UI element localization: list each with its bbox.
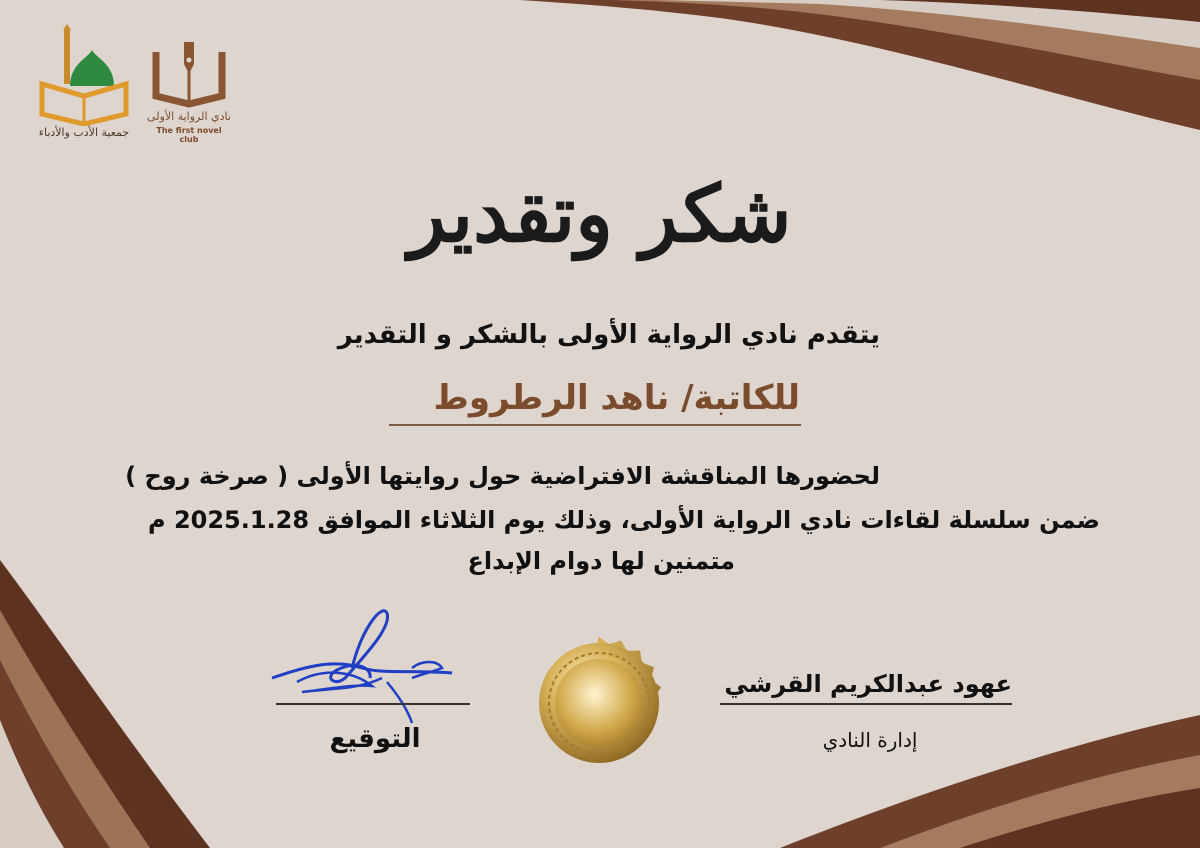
recipient-underline: [389, 424, 801, 426]
club-logo-name-en: The first novel club: [156, 126, 222, 144]
body-line-2: ضمن سلسلة لقاءات نادي الرواية الأولى، وذلك يوم الثلاثاء الموافق 2025.1.28 م: [148, 506, 1100, 534]
mosque-book-icon: [34, 24, 134, 126]
signer-role: إدارة النادي: [822, 728, 918, 752]
association-logo-name: جمعية الأدب والأدباء: [38, 126, 130, 139]
signature-label: التوقيع: [329, 724, 421, 754]
certificate-headline: شكر وتقدير: [408, 169, 792, 260]
presenter-line: يتقدم نادي الرواية الأولى بالشكر و التقدير: [337, 320, 880, 350]
association-logo: [34, 24, 134, 144]
signature-underline: [276, 703, 470, 705]
gold-seal-icon: [516, 620, 682, 786]
club-logo: [146, 38, 232, 142]
club-logo-name-ar: نادي الرواية الأولى: [147, 110, 231, 123]
pen-book-icon: [146, 38, 232, 110]
body-line-3: متمنين لها دوام الإبداع: [467, 547, 735, 575]
handwritten-signature: [262, 598, 472, 728]
signer-name: عهود عبدالكريم القرشي: [724, 670, 1012, 698]
body-line-1: لحضورها المناقشة الافتراضية حول روايتها الأولى ( صرخة روح ): [125, 462, 880, 490]
recipient-name: للكاتبة/ ناهد الرطروط: [433, 378, 800, 418]
signer-underline: [720, 703, 1012, 705]
